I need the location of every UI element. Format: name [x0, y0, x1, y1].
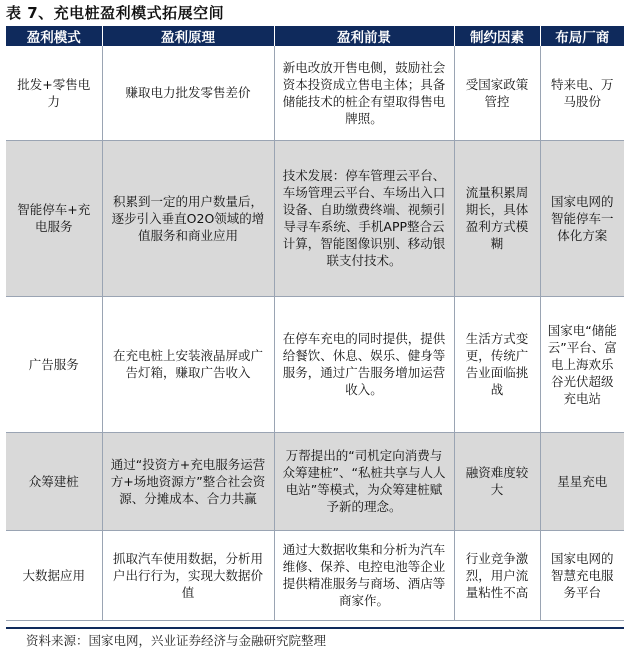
header-mode: 盈利模式 — [6, 26, 102, 46]
cell-vendors: 特来电、万马股份 — [540, 46, 624, 140]
cell-principle: 通过“投资方+充电服务运营方+场地资源方”整合社会资源、分摊成本、合力共赢 — [102, 432, 274, 530]
table-row — [6, 46, 624, 140]
cell-principle: 在充电桩上安装液晶屏或广告灯箱，赚取广告收入 — [102, 296, 274, 432]
cell-vendors: 国家电网的智慧充电服务平台 — [540, 530, 624, 620]
cell-vendors: 国家电“储能云”平台、富电上海欢乐谷光伏超级充电站 — [540, 296, 624, 432]
bottom-rule — [6, 627, 624, 629]
header-constraint: 制约因素 — [454, 26, 540, 46]
cell-principle: 赚取电力批发零售差价 — [102, 46, 274, 140]
table-row — [6, 432, 624, 530]
header-vendors: 布局厂商 — [540, 26, 624, 46]
table-row — [6, 530, 624, 620]
table-row — [6, 140, 624, 296]
cell-mode: 批发+零售电力 — [6, 46, 102, 140]
cell-constraint: 行业竞争激烈，用户流量粘性不高 — [454, 530, 540, 620]
header-principle: 盈利原理 — [102, 26, 274, 46]
cell-prospect: 在停车充电的同时提供，提供给餐饮、休息、娱乐、健身等服务，通过广告服务增加运营收入。 — [274, 296, 454, 432]
cell-vendors: 星星充电 — [540, 432, 624, 530]
source-note: 资料来源：国家电网，兴业证券经济与金融研究院整理 — [26, 633, 327, 648]
cell-mode: 众筹建桩 — [6, 432, 102, 530]
header-prospect: 盈利前景 — [274, 26, 454, 46]
cell-vendors: 国家电网的智能停车一体化方案 — [540, 140, 624, 296]
table-header-row — [6, 26, 624, 46]
cell-constraint: 受国家政策管控 — [454, 46, 540, 140]
profit-model-table — [6, 26, 624, 621]
cell-principle: 抓取汽车使用数据，分析用户出行行为，实现大数据价值 — [102, 530, 274, 620]
cell-constraint: 流量积累周期长，具体盈利方式模糊 — [454, 140, 540, 296]
cell-principle: 积累到一定的用户数量后，逐步引入垂直O2O领域的增值服务和商业应用 — [102, 140, 274, 296]
cell-constraint: 融资难度较大 — [454, 432, 540, 530]
cell-mode: 广告服务 — [6, 296, 102, 432]
cell-mode: 大数据应用 — [6, 530, 102, 620]
cell-mode: 智能停车+充电服务 — [6, 140, 102, 296]
cell-constraint: 生活方式变更，传统广告业面临挑战 — [454, 296, 540, 432]
cell-prospect: 新电改放开售电侧，鼓励社会资本投资成立售电主体；具备储能技术的桩企有望取得售电牌照。 — [274, 46, 454, 140]
cell-prospect: 技术发展：停车管理云平台、车场管理云平台、车场出入口设备、自助缴费终端、视频引导寻车系统、手机APP整合云计算，智能图像识别、移动银联支付技术。 — [274, 140, 454, 296]
cell-prospect: 万帮提出的“司机定向消费与众筹建桩”、“私桩共享与人人电站”等模式，为众筹建桩赋予新的理念。 — [274, 432, 454, 530]
table-title: 表 7、充电桩盈利模式拓展空间 — [6, 4, 225, 22]
cell-prospect: 通过大数据收集和分析为汽车维修、保养、电控电池等企业提供精准服务与商场、酒店等商家作。 — [274, 530, 454, 620]
table-row — [6, 296, 624, 432]
